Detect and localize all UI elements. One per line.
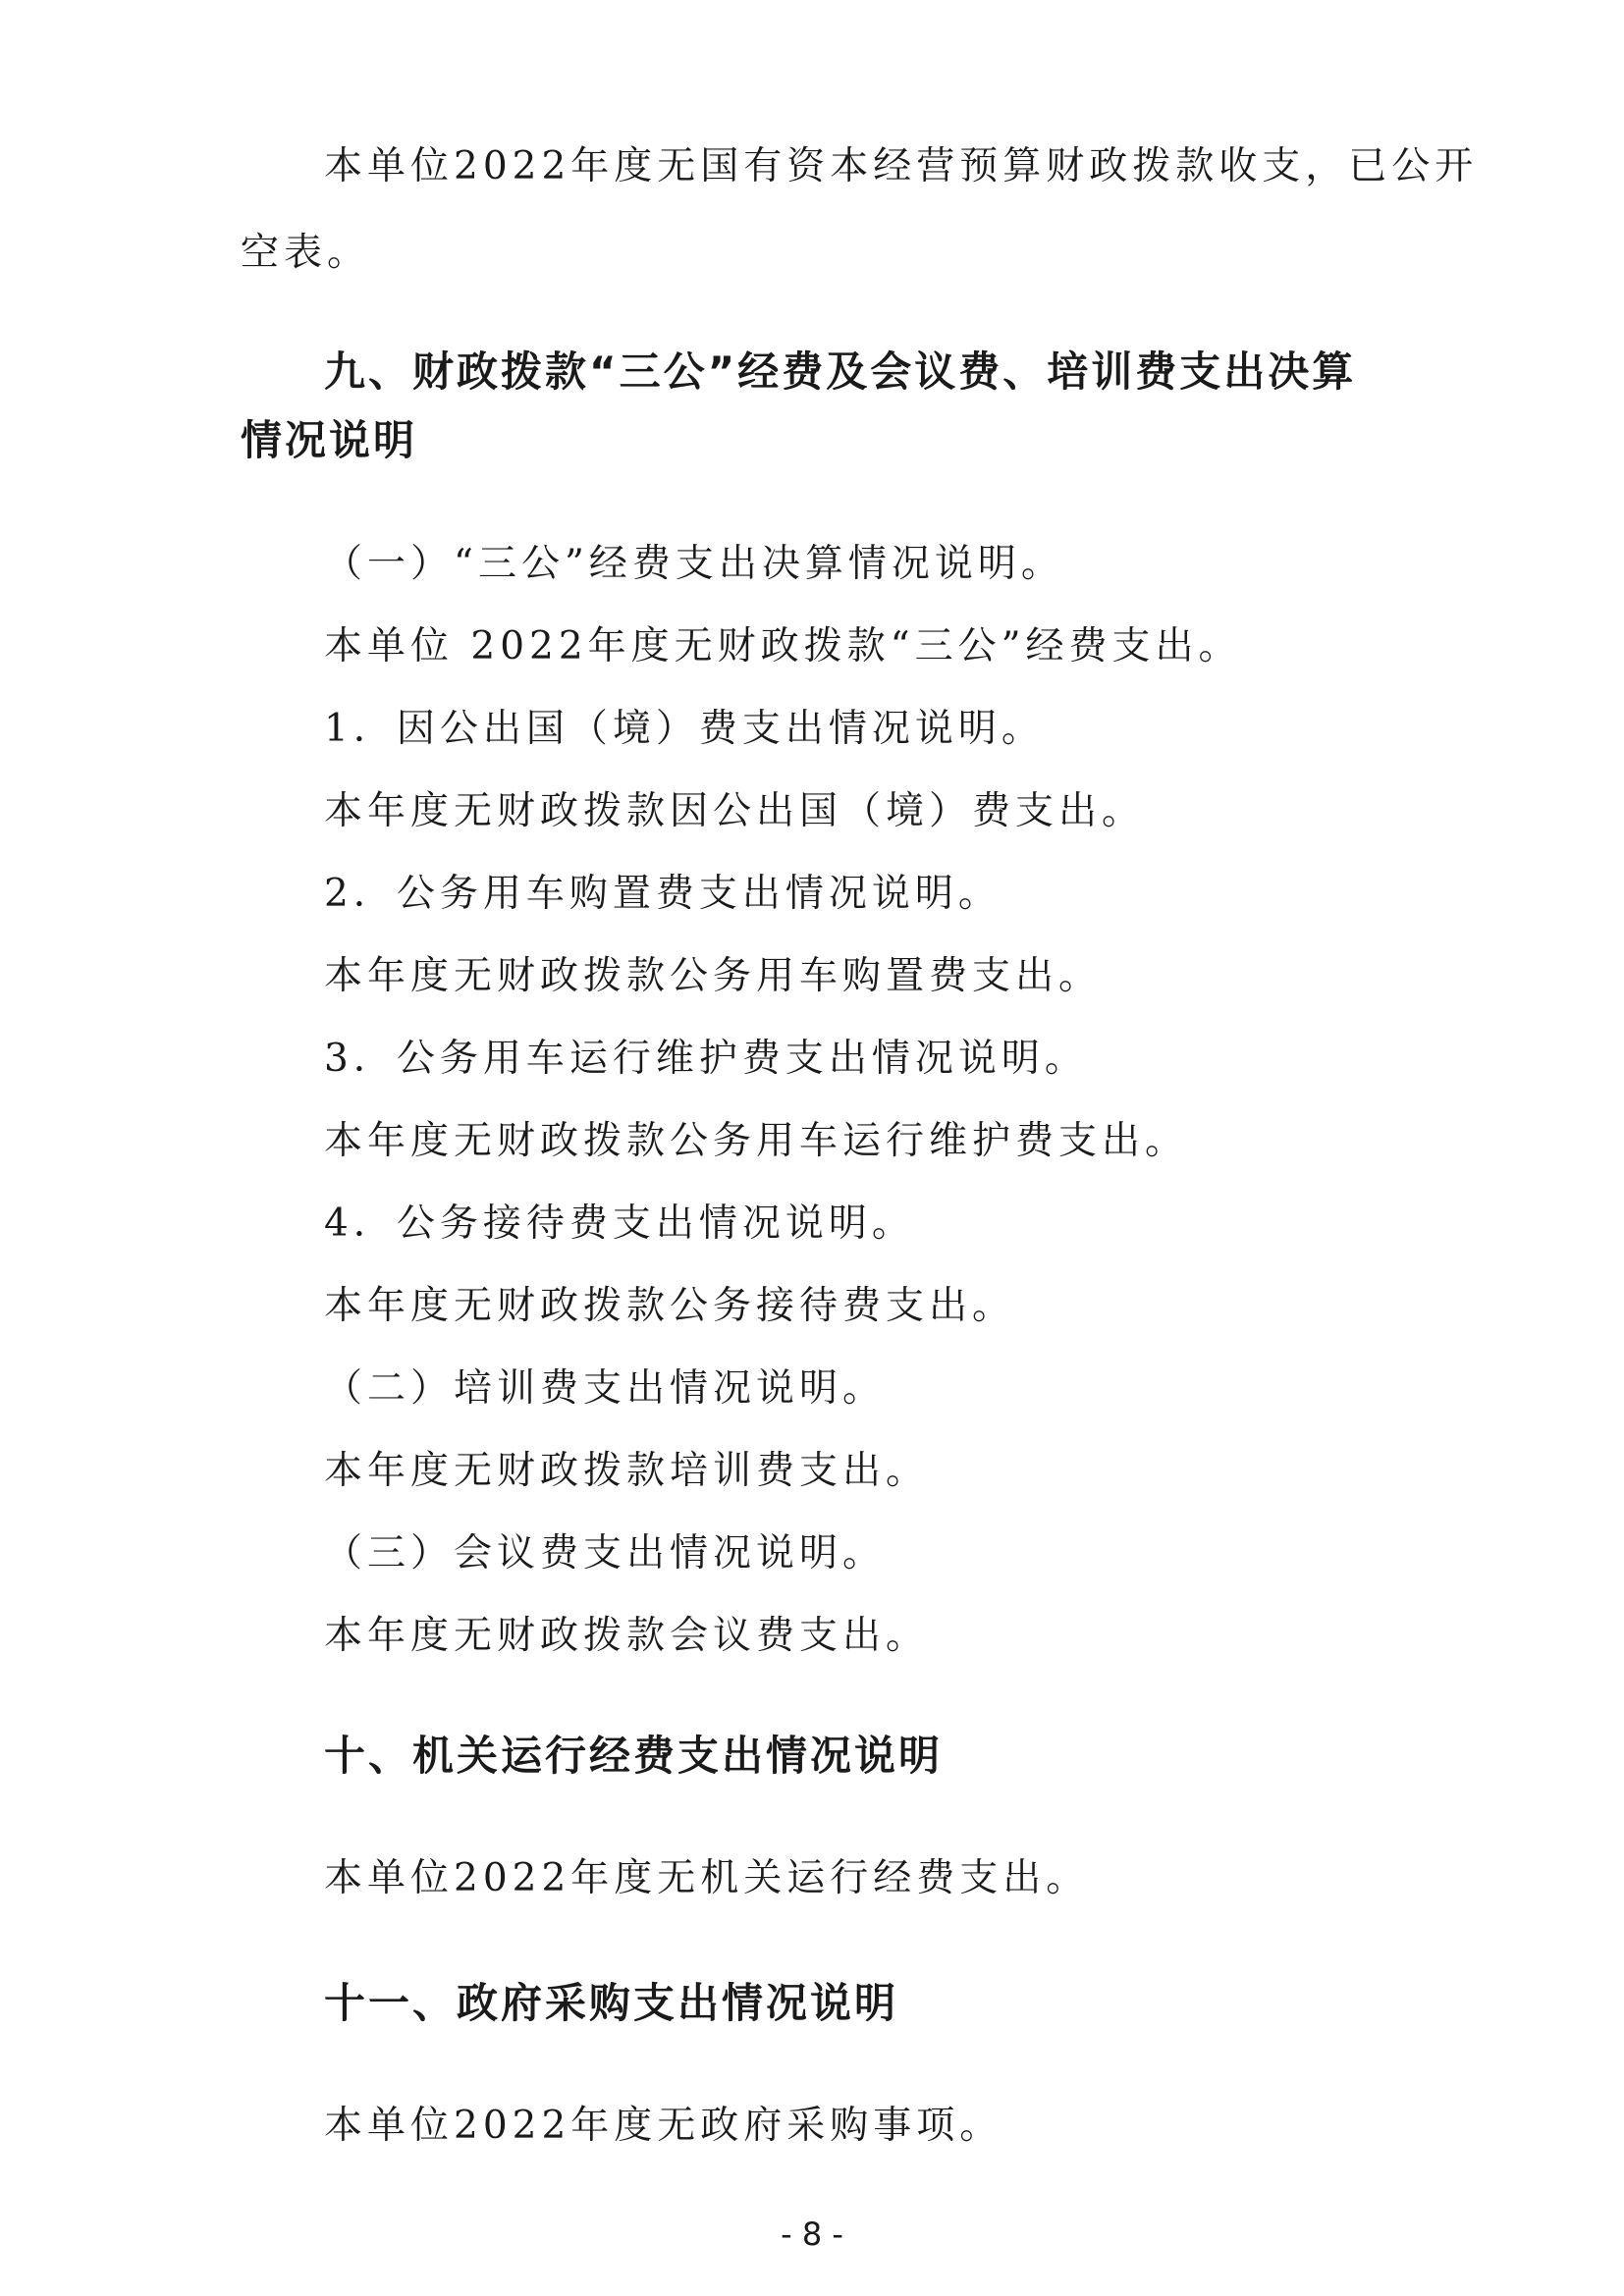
subsection-2-body: 本年度无财政拨款培训费支出。 [324,1449,930,1493]
section-9-heading-line-2: 情况说明 [241,416,418,464]
item-3-body: 本年度无财政拨款公务用车运行维护费支出。 [324,1119,1189,1163]
section-10-heading: 十、机关运行经费支出情况说明 [324,1732,944,1780]
item-1-body: 本年度无财政拨款因公出国（境）费支出。 [324,789,1146,833]
subsection-3-heading: （三）会议费支出情况说明。 [324,1531,887,1575]
item-2-heading: 2．公务用车购置费支出情况说明。 [324,872,1001,916]
subsection-2-heading: （二）培训费支出情况说明。 [324,1366,887,1411]
section-9-heading-line-1: 九、财政拨款“三公”经费及会议费、培训费支出决算 [324,347,1357,396]
intro-paragraph-line-1: 本单位2022年度无国有资本经营预算财政拨款收支，已公开 [324,144,1479,188]
item-4-body: 本年度无财政拨款公务接待费支出。 [324,1284,1016,1328]
section-11-heading: 十一、政府采购支出情况说明 [324,1979,899,2027]
intro-paragraph-line-2: 空表。 [241,231,371,275]
item-4-heading: 4．公务接待费支出情况说明。 [324,1201,915,1246]
subsection-3-body: 本年度无财政拨款会议费支出。 [324,1614,930,1658]
subsection-1-body: 本单位 2022年度无财政拨款“三公”经费支出。 [324,624,1242,668]
section-10-body: 本单位2022年度无机关运行经费支出。 [324,1856,1090,1900]
item-2-body: 本年度无财政拨款公务用车购置费支出。 [324,954,1103,998]
subsection-1-heading: （一）“三公”经费支出决算情况说明。 [324,542,1064,586]
item-3-heading: 3．公务用车运行维护费支出情况说明。 [324,1037,1088,1081]
page-number: - 8 - [781,2216,843,2253]
section-11-body: 本单位2022年度无政府采购事项。 [324,2104,1003,2148]
item-1-heading: 1．因公出国（境）费支出情况说明。 [324,707,1045,751]
